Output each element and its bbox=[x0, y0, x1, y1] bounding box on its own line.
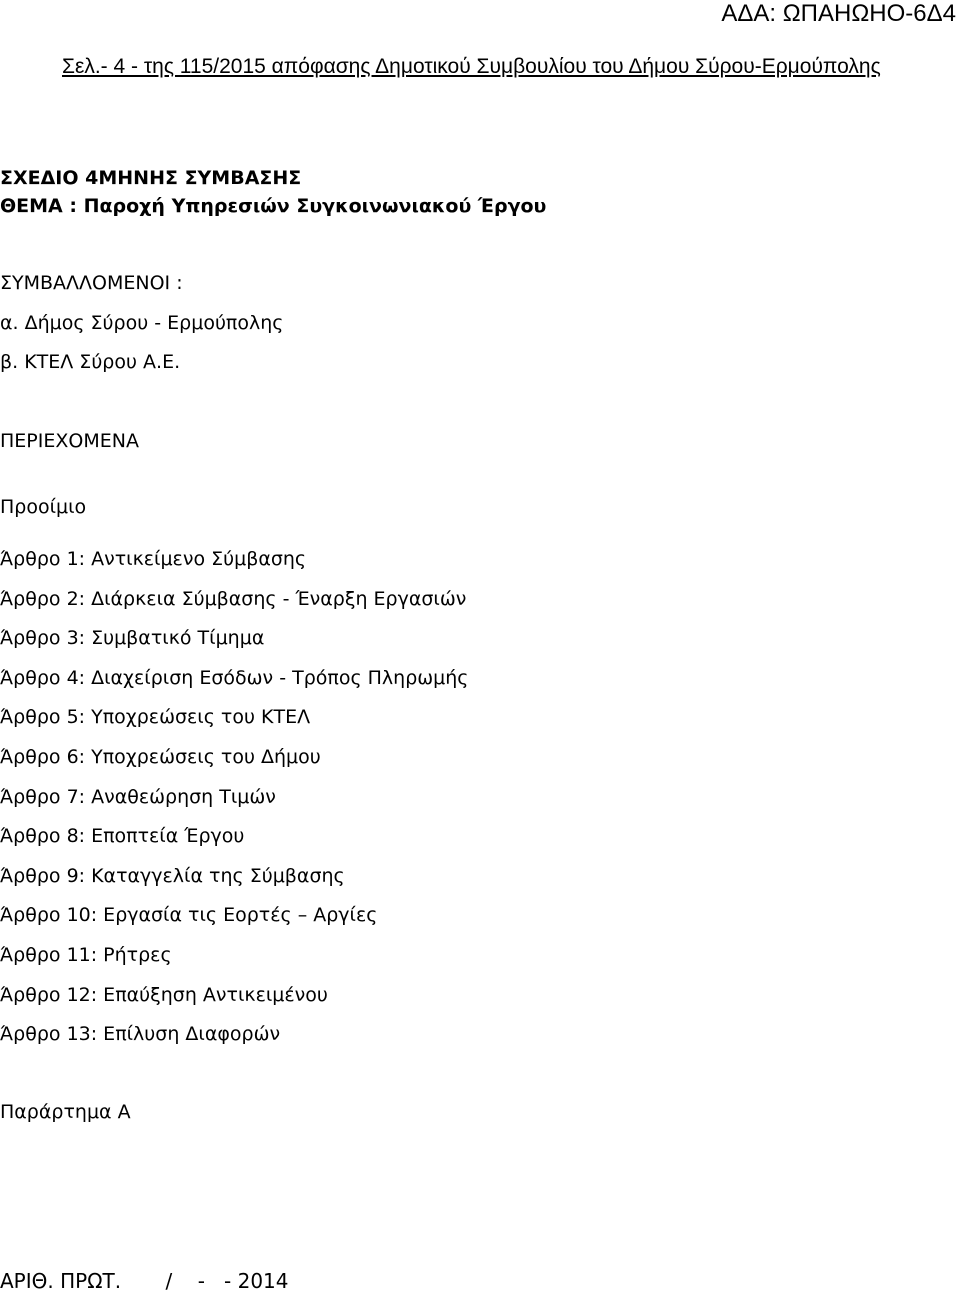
article-item: Άρθρο 10: Εργασία τις Εορτές – Αργίες bbox=[0, 904, 378, 927]
article-item: Άρθρο 2: Διάρκεια Σύμβασης - Έναρξη Εργασιών bbox=[0, 587, 467, 610]
article-item: Άρθρο 3: Συμβατικό Τίμημα bbox=[0, 627, 265, 650]
article-list bbox=[0, 547, 468, 1062]
ada-code: ΑΔΑ: ΩΠΑΗΩΗΟ-6Δ4 bbox=[721, 0, 956, 27]
article-item: Άρθρο 13: Επίλυση Διαφορών bbox=[0, 1023, 281, 1046]
protocol-number: ΑΡΙΘ. ΠΡΩΤ. / - - 2014 bbox=[0, 1269, 289, 1293]
article-item: Άρθρο 7: Αναθεώρηση Τιμών bbox=[0, 785, 276, 808]
article-item: Άρθρο 12: Επαύξηση Αντικειμένου bbox=[0, 983, 328, 1006]
parties-label: ΣΥΜΒΑΛΛΟΜΕΝΟΙ : bbox=[0, 272, 183, 294]
party-b: β. ΚΤΕΛ Σύρου Α.Ε. bbox=[0, 351, 181, 373]
article-item: Άρθρο 8: Εποπτεία Έργου bbox=[0, 825, 245, 848]
contents-heading: ΠΕΡΙΕΧΟΜΕΝΑ bbox=[0, 430, 139, 452]
document-title: ΣΧΕΔΙΟ 4ΜΗΝΗΣ ΣΥΜΒΑΣΗΣ bbox=[0, 167, 302, 189]
article-item: Άρθρο 1: Αντικείμενο Σύμβασης bbox=[0, 548, 307, 570]
article-item: Άρθρο 6: Υποχρεώσεις του Δήμου bbox=[0, 745, 321, 768]
preamble-item: Προοίμιο bbox=[0, 496, 87, 518]
page-reference: Σελ.- 4 - της 115/2015 απόφασης Δημοτικού Συμβουλίου του Δήμου Σύρου-Ερμούπολης bbox=[62, 55, 881, 78]
article-item: Άρθρο 4: Διαχείριση Εσόδων - Τρόπος Πληρωμής bbox=[0, 666, 469, 689]
appendix-item: Παράρτημα Α bbox=[0, 1101, 131, 1123]
document-subject: ΘΕΜΑ : Παροχή Υπηρεσιών Συγκοινωνιακού Έργου bbox=[0, 195, 547, 217]
party-a: α. Δήμος Σύρου - Ερμούπολης bbox=[0, 312, 284, 334]
article-item: Άρθρο 9: Καταγγελία της Σύμβασης bbox=[0, 864, 345, 887]
article-item: Άρθρο 5: Υποχρεώσεις του ΚΤΕΛ bbox=[0, 706, 311, 729]
article-item: Άρθρο 11: Ρήτρες bbox=[0, 943, 172, 966]
